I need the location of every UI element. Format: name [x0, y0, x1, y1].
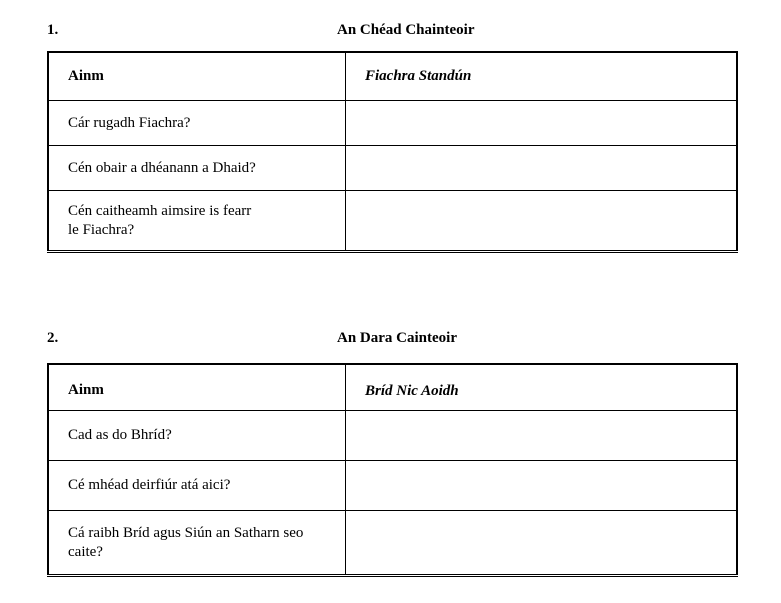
- question-cell: Cén obair a dhéanann a Dhaid?: [48, 146, 346, 191]
- table-row: [48, 511, 737, 576]
- table-row: [48, 146, 737, 191]
- answer-cell[interactable]: [346, 146, 738, 191]
- section-number: 2.: [47, 330, 59, 346]
- table-header-row: [48, 364, 737, 411]
- table-row: [48, 101, 737, 146]
- answer-cell[interactable]: [346, 511, 738, 576]
- table-header-row: [48, 52, 737, 101]
- name-label-cell: Ainm: [48, 52, 346, 101]
- question-cell: Cá raibh Bríd agus Siún an Satharn seo caite?: [48, 511, 346, 576]
- answer-cell[interactable]: [346, 411, 738, 461]
- name-label-cell: Ainm: [48, 364, 346, 411]
- speaker-table: [47, 51, 738, 253]
- answer-cell[interactable]: [346, 461, 738, 511]
- section-title: An Chéad Chainteoir: [337, 22, 475, 38]
- question-cell: Cé mhéad deirfiúr atá aici?: [48, 461, 346, 511]
- answer-cell[interactable]: [346, 191, 738, 252]
- table-row: [48, 461, 737, 511]
- table-row: [48, 411, 737, 461]
- answer-cell[interactable]: [346, 101, 738, 146]
- section-title: An Dara Cainteoir: [337, 330, 457, 346]
- question-cell: Cár rugadh Fiachra?: [48, 101, 346, 146]
- speaker-table: [47, 363, 738, 577]
- speaker-name-cell: Fiachra Standún: [346, 52, 738, 101]
- speaker-name-cell: Bríd Nic Aoidh: [346, 364, 738, 411]
- question-cell: Cén caitheamh aimsire is fearr le Fiachra?: [48, 191, 346, 252]
- question-cell: Cad as do Bhríd?: [48, 411, 346, 461]
- section-number: 1.: [47, 22, 59, 38]
- table-row: [48, 191, 737, 252]
